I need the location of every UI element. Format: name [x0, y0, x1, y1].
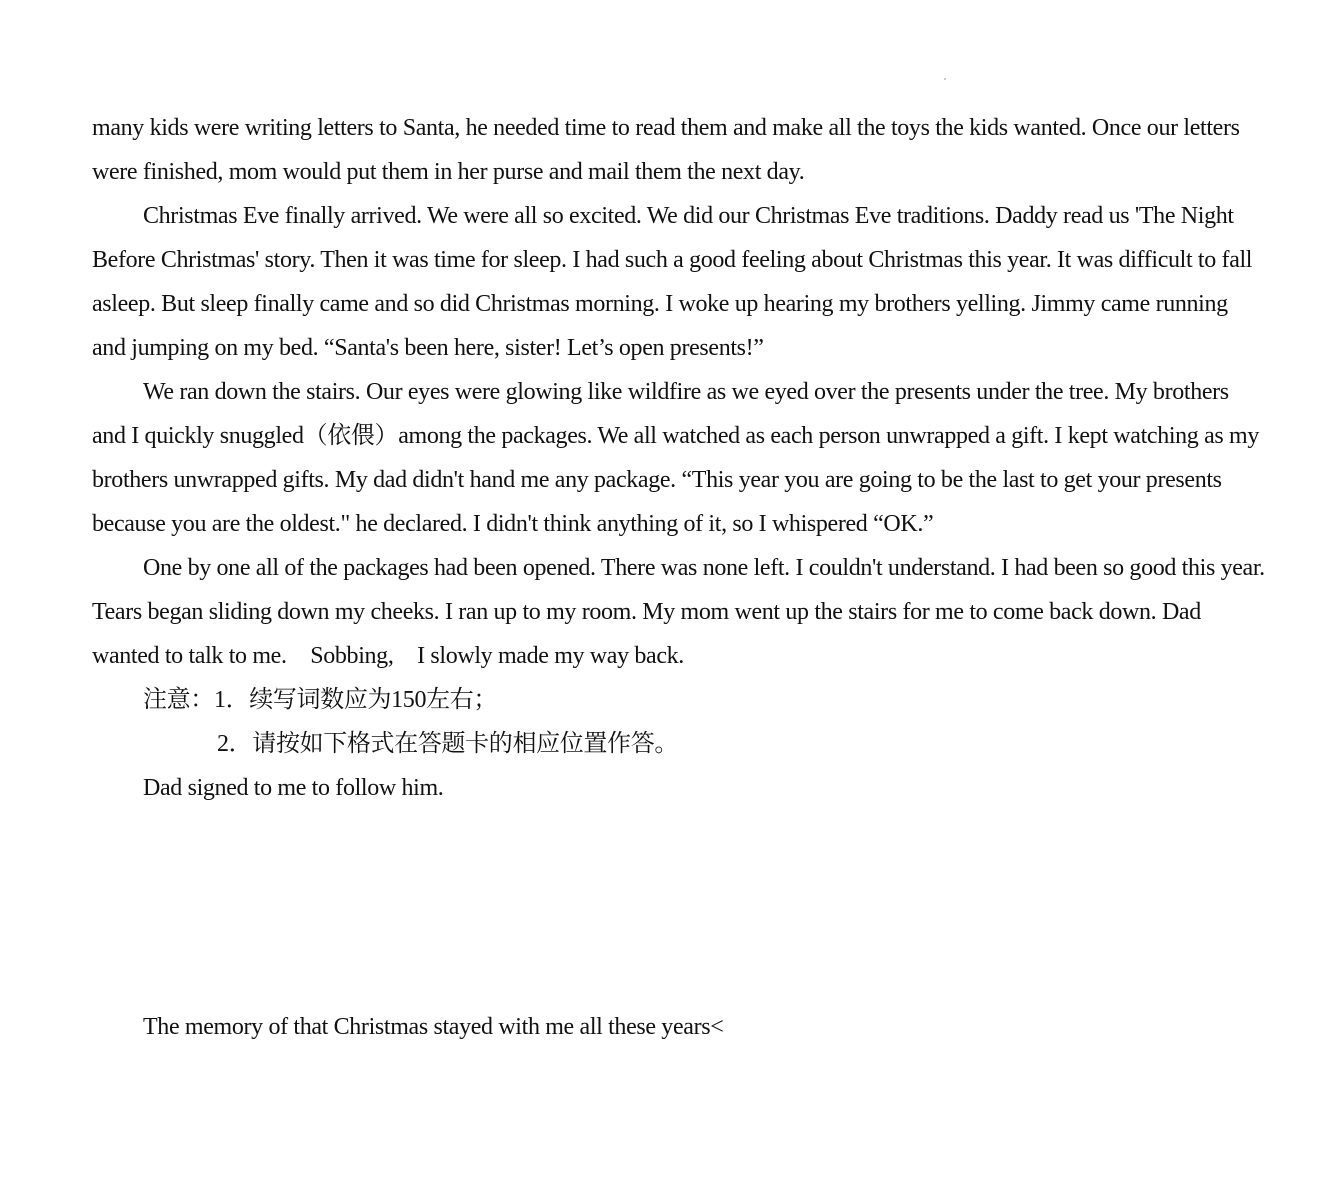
note-line-2: 2．请按如下格式在答题卡的相应位置作答。	[217, 731, 678, 757]
scan-speck	[944, 78, 946, 80]
continuation-start-sentence: Dad signed to me to follow him.	[143, 775, 444, 801]
continuation-end-sentence: The memory of that Christmas stayed with me all these years<	[143, 1014, 724, 1040]
paragraph-4: One by one all of the packages had been opened. There was none left. I couldn't understand. I had been so good this year. Tears began sliding down my cheeks. I ran up to my room. My mom went up the stairs for me to come back down. Dad wanted to talk to me. Sobbing, I slowly made my way back.	[92, 555, 1265, 669]
note-line-1: 注意：1．续写词数应为150左右；	[143, 687, 498, 713]
paragraph-3: We ran down the stairs. Our eyes were glowing like wildfire as we eyed over the presents under the tree. My brothers and I quickly snuggled（依偎）among the packages. We all watched as each person unwrapped a gift. I kept watching as my brothers unwrapped gifts. My dad didn't hand me any package. “This year you are going to be the last to get your presents because you are the oldest." he declared. I didn't think anything of it, so I whispered “OK.”	[92, 379, 1260, 537]
passage-body	[92, 106, 1267, 810]
paragraph-2: Christmas Eve finally arrived. We were all so excited. We did our Christmas Eve traditions. Daddy read us 'The Night Before Christmas' story. Then it was time for sleep. I had such a good feeling about Christmas this year. It was difficult to fall asleep. But sleep finally came and so did Christmas morning. I woke up hearing my brothers yelling. Jimmy came running and jumping on my bed. “Santa's been here, sister! Let’s open presents!”	[92, 203, 1253, 361]
paragraph-1: many kids were writing letters to Santa, he needed time to read them and make all the toys the kids wanted. Once our letters were finished, mom would put them in her purse and mail them the next day.	[92, 115, 1240, 185]
